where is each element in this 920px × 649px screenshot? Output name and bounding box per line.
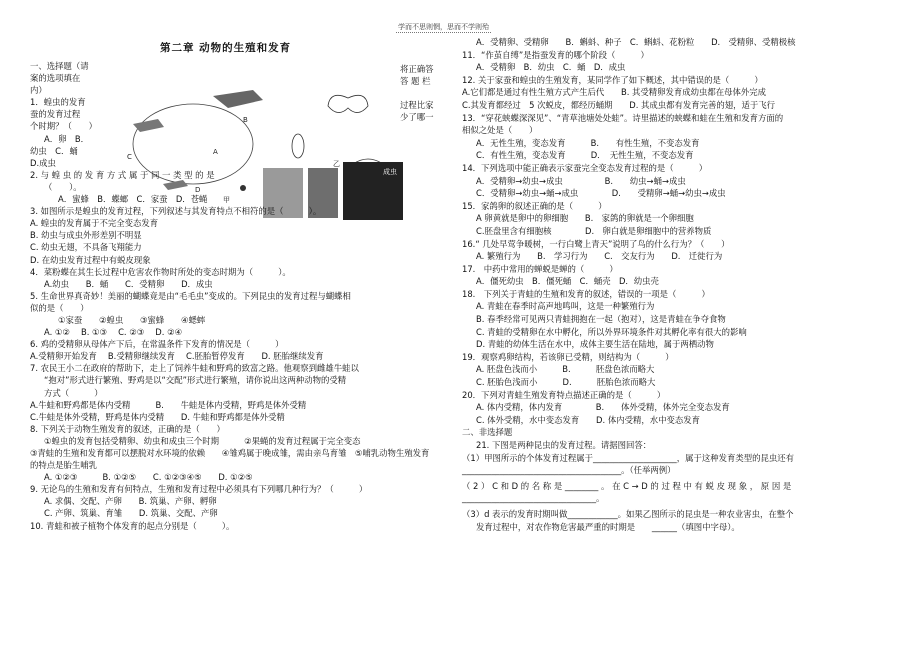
question-line: “抱对”形式进行繁殖、野鸡是以“交配”形式进行繁殖，请你说出这两种动物的受精 — [44, 375, 347, 386]
option-line: D. 青蛙的幼体生活在水中，成体主要生活在陆地，属于两栖动物 — [476, 339, 714, 350]
option-line: A 卵黄就是卵中的卵细胞 B. 家鸽的卵就是一个卵细胞 — [476, 213, 694, 224]
question-line: 13．“穿花蛱蝶深深见”、“青草池塘处处蛙”。诗里描述的蛱蝶和蛙在生殖和发育方面的 — [462, 112, 784, 123]
side-note-2: 答 题 栏 — [400, 76, 431, 86]
question-line: 4．菜粉蝶在其生长过程中危害农作物时所处的变态时期为（ ）。 — [30, 266, 291, 277]
option-line: A．蜜蜂 B．蝶螂 C．家蚕 D．苍蝇 — [58, 194, 208, 205]
question-line: 15．家鸽卵的叙述正确的是（ ） — [462, 200, 607, 211]
label-B: B — [243, 116, 248, 124]
right-column — [462, 36, 902, 533]
page-title: 第二章 动物的生殖和发育 — [160, 42, 292, 54]
question-line: 17. 中药中常用的蝉蜕是蝉的（ ） — [462, 263, 618, 274]
option-line: C. 体外受精，水中变态发育 D. 体内受精，水中变态发育 — [476, 414, 700, 425]
option-line: 幼虫 C．蛹 — [30, 145, 78, 156]
option-line: C. 幼虫无翅，不具备飞翔能力 — [30, 242, 142, 253]
option-line: A. ①②③ B. ①②⑤ C. ①②③④⑤ D. ①②⑤ — [44, 472, 253, 483]
option-line: A．卵 B． — [44, 133, 89, 144]
option-line: A.幼虫 B．蛹 C．受精卵 D．成虫 — [44, 278, 213, 289]
option-line: C. 胚胎色浅而小 D. 胚胎色浓而略大 — [476, 377, 656, 388]
question-line: 19．观察鸡卵结构，若该卵已受精，则结构为（ ） — [462, 351, 674, 362]
label-D: D — [195, 186, 201, 194]
fill-blank-line: （3）d 表示的发育时期叫做____________。如果乙图所示的昆虫是一种农业害虫，在整个 — [462, 508, 794, 519]
question-line: 10. 青蛙和被子植物个体发育的起点分别是（ ）。 — [30, 520, 235, 531]
question-line: 12. 关于家蚕和蝗虫的生殖发育，某同学作了如下概述，其中错误的是（ ） — [462, 74, 763, 85]
fill-blank-line: ________________________________。 — [462, 493, 605, 504]
question-line: 5. 生命世界真奇妙！美丽的蝴蝶竟是由“毛毛虫”变成的。下列昆虫的发育过程与蝴蝶相 — [30, 290, 351, 301]
side-note-1: 将正确答 — [400, 64, 434, 74]
left-column — [30, 60, 450, 532]
question-line: 18. 下列关于青蛙的生殖和发育的叙述，错误的一项是（ ） — [462, 288, 710, 299]
option-line: C. 产卵、筑巢、育雏 D. 筑巢、交配、产卵 — [44, 508, 218, 519]
option-line: A. 体内受精，体内发育 B. 体外受精，体外完全变态发育 — [476, 402, 730, 413]
option-line: A.牛蛙和野鸡都是体内受精 B. 牛蛙是体内受精，野鸡是体外受精 — [30, 399, 307, 410]
fill-blank-line: （1）甲图所示的个体发育过程属于____________________，属于这种发育类型的昆虫还有 — [462, 452, 794, 463]
question-line: 案的选项填在 — [30, 73, 81, 84]
option-line: C．受精卵→幼虫→蛹→成虫 D. 受精卵→蛹→幼虫→成虫 — [476, 188, 726, 199]
side-note-4: 少了哪一 — [400, 112, 434, 122]
option-line: A．无性生殖，变态发育 B. 有性生殖，不变态发育 — [476, 137, 700, 148]
option-line: ①蝗虫的发育包括受精卵、幼虫和成虫三个时期 ②果蝇的发育过程属于完全变态 — [44, 435, 361, 446]
label-yi: 乙 — [333, 160, 340, 168]
option-line: C.其发育都经过 5 次蜕皮，都经历蛹期 D. 其成虫都有发育完善的翅，适于飞行 — [462, 99, 776, 110]
label-jia: 甲 — [223, 196, 230, 204]
option-line: A．受精卵 B．幼虫 C．蛹 D．成虫 — [476, 62, 626, 73]
option-line: A. ①② B. ①③ C. ②③ D. ②④ — [44, 327, 183, 338]
fill-blank-line: 发育过程中，对农作物危害最严重的时期是 ______（填图中字母）。 — [476, 521, 740, 532]
fill-blank-line: ______________________________________。（任举两例） — [462, 465, 676, 476]
option-line: A．受精卵、受精卵 B．蝌蚪、种子 C．蝌蚪、花粉粒 D. 受精卵、受精极核 — [476, 37, 796, 47]
question-line: 方式（ ） — [44, 387, 103, 398]
side-note-3: 过程比家 — [400, 100, 434, 110]
question-line: 14．下列选项中能正确表示家蚕完全变态发育过程的是（ ） — [462, 162, 708, 173]
question-line: （ ）。 — [44, 181, 82, 192]
question-line: 21. 下图是两种昆虫的发育过程。请据图回答： — [476, 440, 652, 450]
option-line: C．有性生殖，变态发育 D． 无性生殖，不变态发育 — [476, 150, 694, 161]
option-line: 的特点是胎生哺乳 — [30, 460, 97, 471]
label-C: C — [127, 153, 132, 161]
question-line: 16.“ 几处早莺争暖树，一行白鹭上青天”说明了鸟的什么行为？（ ） — [462, 238, 730, 249]
option-line: D.成虫 — [30, 157, 56, 168]
question-line: 6. 鸡的受精卵从母体产下后，在常温条件下发育的情况是（ ） — [30, 339, 284, 350]
question-line: 内） — [30, 85, 47, 96]
option-line: ①家蚕 ②蝗虫 ③蜜蜂 ④蟋蟀 — [58, 314, 206, 325]
question-line: 似的是（ ） — [30, 302, 89, 313]
option-line: A. 蝗虫的发育属于不完全变态发育 — [30, 218, 159, 229]
section-title-nonchoice: 二、非选择题 — [462, 427, 513, 438]
option-line: C.胚盘里含有细胞核 D. 卵白就是卵细胞中的营养物质 — [476, 225, 712, 236]
question-line: 7. 农民王小二在政府的帮助下，走上了饲养牛蛙和野鸡的致富之路。他观察到雌雄牛蛙以 — [30, 363, 359, 374]
option-line: A．僵死幼虫 B．僵死蛹 C．蛹壳 D．幼虫壳 — [476, 276, 659, 287]
option-line: ③青蛙的生殖和发育都可以摆脱对水环境的依赖 ④雏鸡属于晚成雏，需由亲鸟育雏 ⑤哺乳动物生殖发育 — [30, 448, 430, 458]
fill-blank-line: （ 2 ） C 和 D 的 名 称 是 ________ 。 在 C → D 的 过 程 中 有 蜕 皮 现 象 ， 原 因 是 — [462, 480, 792, 491]
question-line: 个时期？（ ） — [30, 121, 97, 132]
question-line: 11．“作茧自缚”是指蚕发育的哪个阶段（ ） — [462, 49, 649, 60]
option-line: A.受精卵开始发育 B.受精卵继续发育 C.胚胎暂停发育 D. 胚胎继续发育 — [30, 351, 324, 362]
option-line: C. 青蛙的受精卵在水中孵化，所以外界环境条件对其孵化率有很大的影响 — [476, 326, 747, 337]
option-line: A. 青蛙在春季时高声地鸣叫，这是一种繁殖行为 — [476, 301, 655, 312]
question-line: 3. 如图所示是蝗虫的发育过程，下列叙述与其发育特点不相符的是（ ）。 — [30, 206, 322, 217]
option-line: A. 胚盘色浅而小 B. 胚盘色浓而略大 — [476, 364, 655, 375]
question-line: 蚕的发育过程 — [30, 109, 81, 120]
option-line: A.它们都是通过有性生殖方式产生后代 B. 其受精卵发育成幼虫都在母体外完成 — [462, 87, 767, 98]
section-title-choice: 一、选择题（请 — [30, 61, 89, 71]
question-line: 8. 下列关于动物生殖发育的叙述，正确的是（ ） — [30, 423, 225, 434]
question-line: 2. 与 蝗 虫 的 发 育 方 式 属 于 同 一 类 型 的 是 — [30, 169, 215, 180]
question-line: 相似之处是（ ） — [462, 125, 538, 136]
option-line: D. 在幼虫发育过程中有蜕皮现象 — [30, 254, 151, 265]
label-adult: 成虫 — [383, 168, 397, 176]
option-line: A. 繁殖行为 B. 学习行为 C. 交友行为 D. 迁徙行为 — [476, 251, 723, 262]
question-line: 20．下列对青蛙生殖发育特点描述正确的是（ ） — [462, 389, 666, 400]
label-A: A — [213, 148, 218, 156]
option-line: A. 求偶、交配、产卵 B. 筑巢、产卵、孵卵 — [44, 496, 217, 507]
option-line: C.牛蛙是体外受精，野鸡是体内受精 D. 牛蛙和野鸡都是体外受精 — [30, 411, 285, 422]
option-line: A．受精卵→幼虫→成虫 B. 幼虫→蛹→成虫 — [476, 175, 686, 186]
option-line: B. 幼虫与成虫外形差别不明显 — [30, 230, 142, 241]
option-line: B. 春季经常可见两只青蛙拥抱在一起（抱对），这是青蛙在争夺食物 — [476, 314, 726, 325]
question-line: 1．蝗虫的发育 — [30, 97, 86, 108]
question-line: 9. 无论鸟的生殖和发育有何特点，生殖和发育过程中必须具有下列哪几种行为？（ ） — [30, 484, 368, 495]
header-note: 学而不思则惘，思而不学则殆 — [398, 23, 489, 31]
